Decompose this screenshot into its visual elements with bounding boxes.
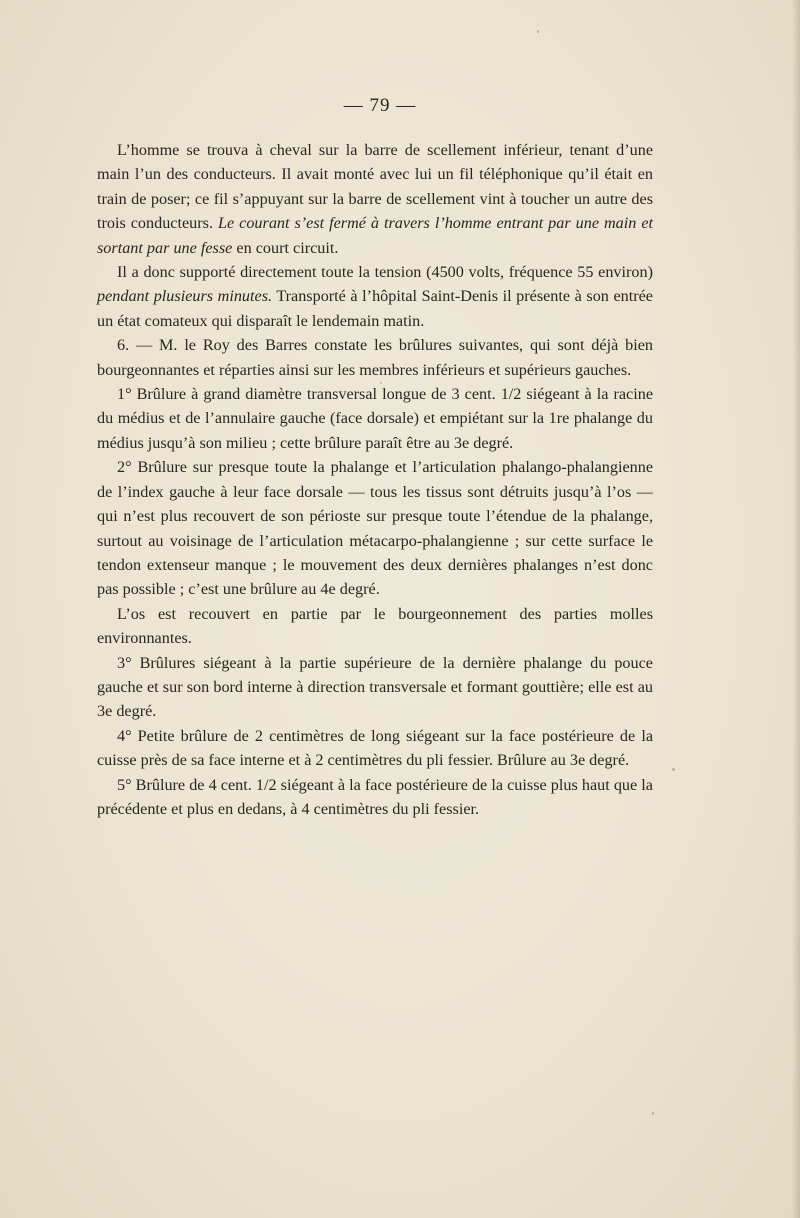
paragraph — [97, 382, 653, 455]
paragraph — [97, 651, 653, 724]
text-run: Il a donc supporté directement toute la tension (4500 volts, fréquence 55 environ) — [117, 263, 653, 282]
text-run: 1° Brûlure à grand diamètre transversal longue de 3 cent. 1/2 siégeant à la racine du médius et de l’annulaire gauche (face dorsale) et empiétant sur la 1re phalange du médius jusqu’à son milieu ; cette brûlure paraît être au 3e degré. — [97, 385, 653, 452]
paragraph — [97, 455, 653, 601]
paragraph — [97, 138, 653, 260]
text-run: L’os est recouvert en partie par le bourgeonnement des parties molles environnantes. — [97, 604, 653, 648]
text-run: L’homme se trouva à cheval sur la barre de scellement inférieur, tenant d’une main l’un des conducteurs. Il avait monté avec lui un fil téléphonique qu’il était en train de poser; ce fil s’appuyant sur la barre de scellement vint à toucher un autre des trois conducteurs. — [97, 141, 653, 233]
paper-speck — [537, 30, 539, 33]
page-number: — 79 — — [343, 95, 417, 116]
text-run: en court circuit. — [232, 238, 339, 257]
body-text — [97, 138, 653, 821]
paragraph — [97, 602, 653, 651]
text-run: 2° Brûlure sur presque toute la phalange et l’articulation phalango-phalangienne de l’index gauche à leur face dorsale — tous les tissus sont détruits jusqu’à l’os — qui n’est plus recouvert de son périoste sur presque toute l’étendue de la phalange, surtout au voisinage de l’articulation métacarpo-phalangienne ; sur cette surface le tendon extenseur manque ; le mouvement des deux dernières phalanges n’est donc pas possible ; c’est une brûlure au 4e degré. — [97, 458, 653, 599]
text-run: 4° Petite brûlure de 2 centimètres de long siégeant sur la face postérieure de la cuisse près de sa face interne et à 2 centimètres du pli fessier. Brûlure au 3e degré. — [97, 726, 653, 770]
paper-speck — [380, 382, 382, 384]
page-edge-shadow — [792, 0, 800, 1218]
text-run: 3° Brûlures siégeant à la partie supérieure de la dernière phalange du pouce gauche et sur son bord interne à direction transversale et formant gouttière; elle est au 3e degré. — [97, 653, 653, 721]
paragraph — [97, 260, 653, 333]
paper-speck — [672, 768, 675, 771]
text-run: Transporté à l’hôpital Saint-Denis il présente à son entrée un état comateux qui disparaît le lendemain matin. — [97, 287, 653, 330]
text-run: 5° Brûlure de 4 cent. 1/2 siégeant à la face postérieure de la cuisse plus haut que la précédente et plus en dedans, à 4 centimètres du pli fessier. — [97, 775, 653, 818]
text-run: 6. — M. le Roy des Barres constate les brûlures suivantes, qui sont déjà bien bourgeonnantes et réparties ainsi sur les membres inférieurs et supérieurs gauches. — [97, 336, 653, 379]
paragraph — [97, 773, 653, 822]
paragraph — [97, 724, 653, 773]
italic-text: Le courant s’est fermé à travers l’homme entrant par une main et sortant par une fesse — [97, 214, 653, 257]
italic-text: pendant plusieurs minutes. — [97, 287, 273, 306]
paper-speck — [652, 1112, 654, 1115]
paragraph — [97, 333, 653, 382]
